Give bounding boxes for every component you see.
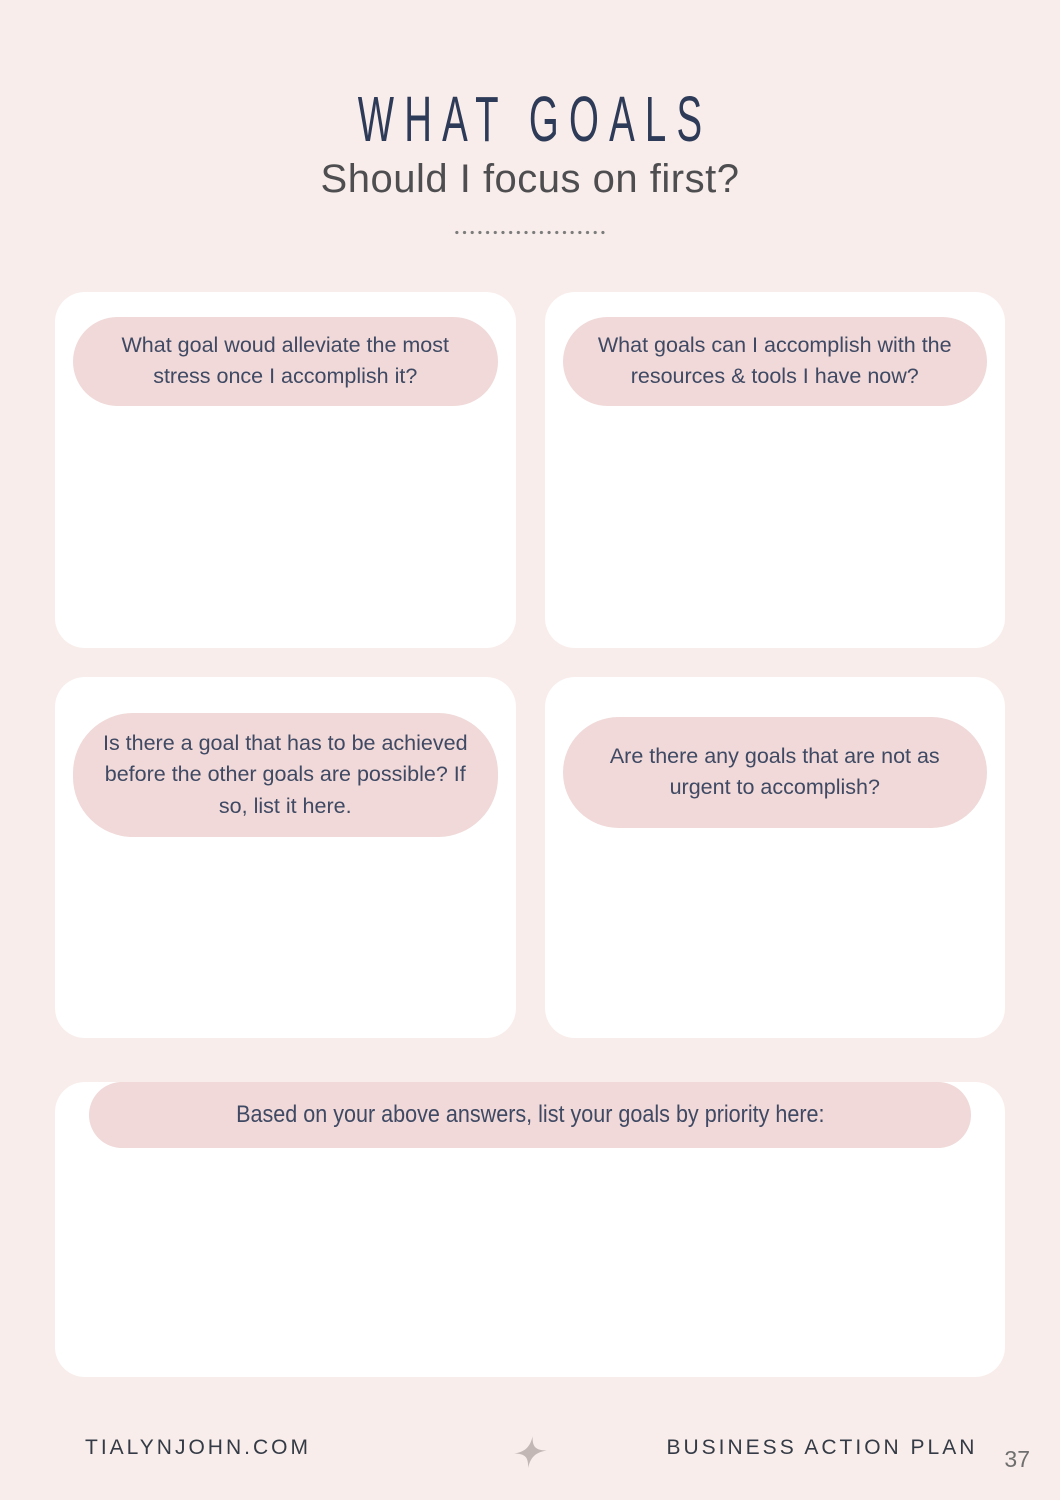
page-title	[0, 83, 1060, 155]
page-subtitle: Should I focus on first?	[320, 157, 740, 202]
summary-prompt-text: Based on your above answers, list your goals by priority here:	[235, 1101, 825, 1129]
question-pill: Are there any goals that are not as urgent to accomplish?	[563, 717, 988, 827]
footer-page-number: 37	[1004, 1446, 1030, 1472]
question-card-prerequisite	[55, 677, 516, 1038]
question-card-urgency	[545, 677, 1006, 1038]
sparkle-icon	[511, 1432, 550, 1476]
dotted-divider	[453, 230, 607, 235]
question-card-resources	[545, 292, 1006, 648]
question-pill: What goals can I accomplish with the resources & tools I have now?	[563, 317, 988, 405]
question-pill: Is there a goal that has to be achieved before the other goals are possible? If so, list it here.	[73, 713, 498, 837]
summary-prompt-pill	[89, 1082, 971, 1148]
page-footer	[0, 1436, 1060, 1472]
question-card-stress	[55, 292, 516, 648]
page-header	[0, 0, 1060, 235]
question-pill: What goal woud alleviate the most stress once I accomplish it?	[73, 317, 498, 405]
question-card-grid	[55, 292, 1005, 1038]
footer-document-title: BUSINESS ACTION PLAN	[666, 1436, 978, 1459]
footer-website: TIALYNJOHN.COM	[85, 1436, 311, 1459]
priority-summary-card	[55, 1082, 1005, 1377]
footer-right-group	[666, 1436, 1031, 1472]
page-title-text: WHAT GOALS	[357, 83, 713, 155]
